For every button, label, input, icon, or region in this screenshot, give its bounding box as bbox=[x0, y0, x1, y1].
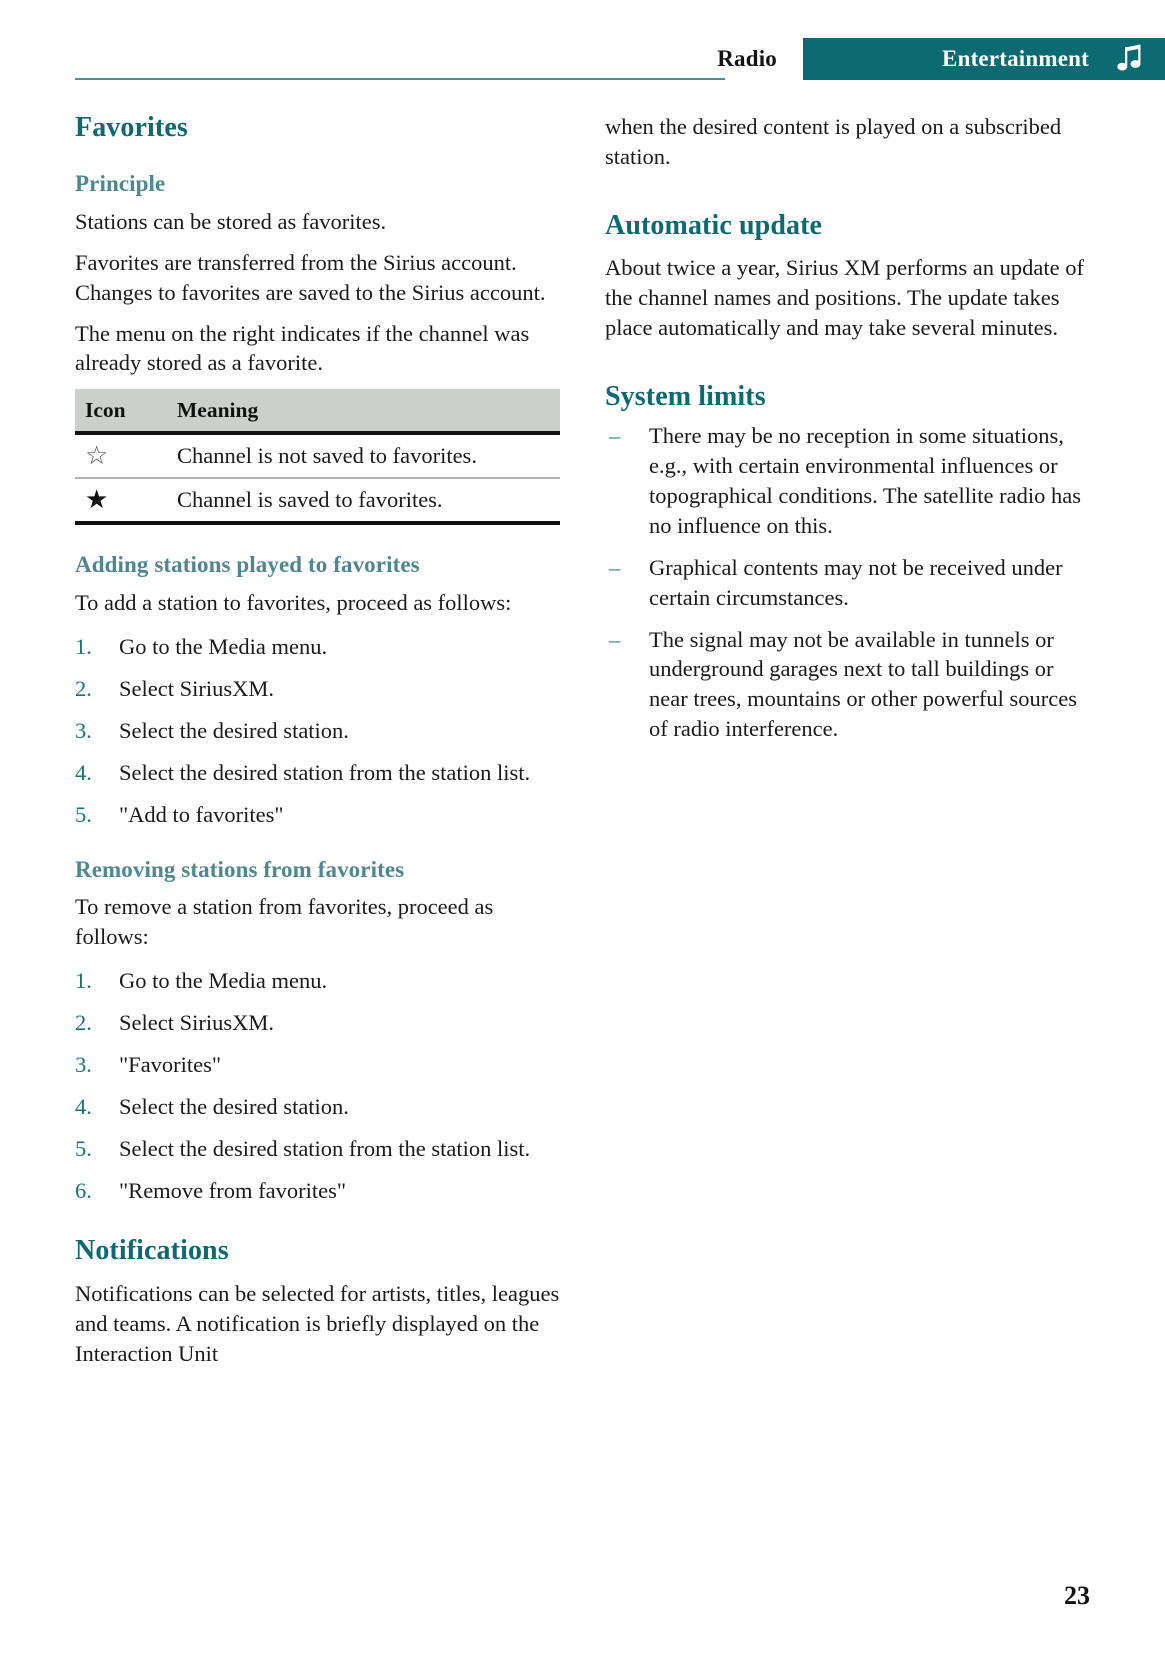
table-row bbox=[75, 433, 560, 478]
table-cell-meaning: Channel is not saved to favorites. bbox=[167, 433, 560, 478]
page-header bbox=[0, 0, 1165, 92]
list-item: – There may be no reception in some situations, e.g., with certain environmental influences or topographical conditions. The satellite radio has no influence on this. bbox=[605, 421, 1090, 541]
table-header-row bbox=[75, 389, 560, 433]
automatic-update-paragraph: About twice a year, Sirius XM performs an update of the channel names and positions. The update takes place automatically and may take several minutes. bbox=[605, 255, 1084, 340]
list-item: Go to the Media menu. bbox=[119, 633, 328, 659]
music-note-icon bbox=[1117, 44, 1143, 74]
list-item: Select SiriusXM. bbox=[119, 675, 274, 701]
table-row bbox=[75, 478, 560, 523]
system-limits-list bbox=[605, 421, 1090, 744]
header-row bbox=[0, 38, 1165, 80]
star-filled-icon: ★ bbox=[85, 485, 109, 515]
principle-paragraph-3: The menu on the right indicates if the channel was already stored as a favorite. bbox=[75, 320, 530, 376]
table-cell-icon bbox=[75, 433, 167, 478]
heading-automatic-update: Automatic update bbox=[605, 209, 823, 241]
star-outline-icon: ☆ bbox=[85, 441, 109, 471]
list-item: Select SiriusXM. bbox=[119, 1009, 274, 1035]
principle-paragraph-2: Favorites are transferred from the Sirius account. Changes to favorites are saved to the Sirius account. bbox=[75, 249, 546, 305]
principle-paragraph-1: Stations can be stored as favorites. bbox=[75, 208, 387, 234]
notifications-paragraph: Notifications can be selected for artists, titles, leagues and teams. A notification is briefly displayed on the Interaction Unit bbox=[75, 1280, 560, 1366]
left-column bbox=[75, 112, 560, 1379]
continuation-paragraph: when the desired content is played on a subscribed station. bbox=[605, 114, 1062, 169]
list-item: Select the desired station. bbox=[119, 1093, 349, 1119]
removing-steps-list bbox=[75, 966, 560, 1206]
right-column bbox=[605, 112, 1090, 1379]
heading-system-limits: System limits bbox=[605, 380, 766, 412]
heading-notifications: Notifications bbox=[75, 1235, 229, 1267]
table-header-icon: Icon bbox=[75, 389, 167, 433]
adding-intro: To add a station to favorites, proceed as follows: bbox=[75, 589, 512, 615]
list-item: Go to the Media menu. bbox=[119, 967, 328, 993]
page-title: Favorites bbox=[75, 112, 188, 143]
list-item: Select the desired station. bbox=[119, 717, 349, 743]
removing-intro: To remove a station from favorites, proceed as follows: bbox=[75, 894, 494, 950]
heading-removing-stations: Removing stations from favorites bbox=[75, 856, 405, 882]
list-item: – Graphical contents may not be received under certain circumstances. bbox=[605, 553, 1090, 613]
table-cell-icon bbox=[75, 478, 167, 523]
header-divider-rule bbox=[75, 78, 725, 80]
list-item: "Remove from favorites" bbox=[119, 1177, 347, 1203]
list-item: – The signal may not be available in tunnels or underground garages next to tall buildings or near trees, mountains or other powerful sources of radio interference. bbox=[605, 625, 1090, 745]
page-number: 23 bbox=[1064, 1581, 1090, 1610]
header-chapter-label: Radio bbox=[717, 46, 777, 71]
heading-principle: Principle bbox=[75, 171, 166, 197]
adding-steps-list bbox=[75, 632, 560, 830]
page-content bbox=[75, 112, 1090, 1379]
table-header-meaning: Meaning bbox=[167, 389, 560, 433]
list-item: Select the desired station from the station list. bbox=[119, 1135, 531, 1161]
list-item: Select the desired station from the station list. bbox=[119, 759, 531, 785]
list-item: "Add to favorites" bbox=[119, 801, 284, 827]
list-item: "Favorites" bbox=[119, 1051, 222, 1077]
icon-meaning-table bbox=[75, 389, 560, 525]
header-section-label: Entertainment bbox=[942, 46, 1089, 71]
table-cell-meaning: Channel is saved to favorites. bbox=[167, 478, 560, 523]
heading-adding-stations: Adding stations played to favorites bbox=[75, 552, 420, 578]
header-section-tab bbox=[803, 38, 1165, 80]
